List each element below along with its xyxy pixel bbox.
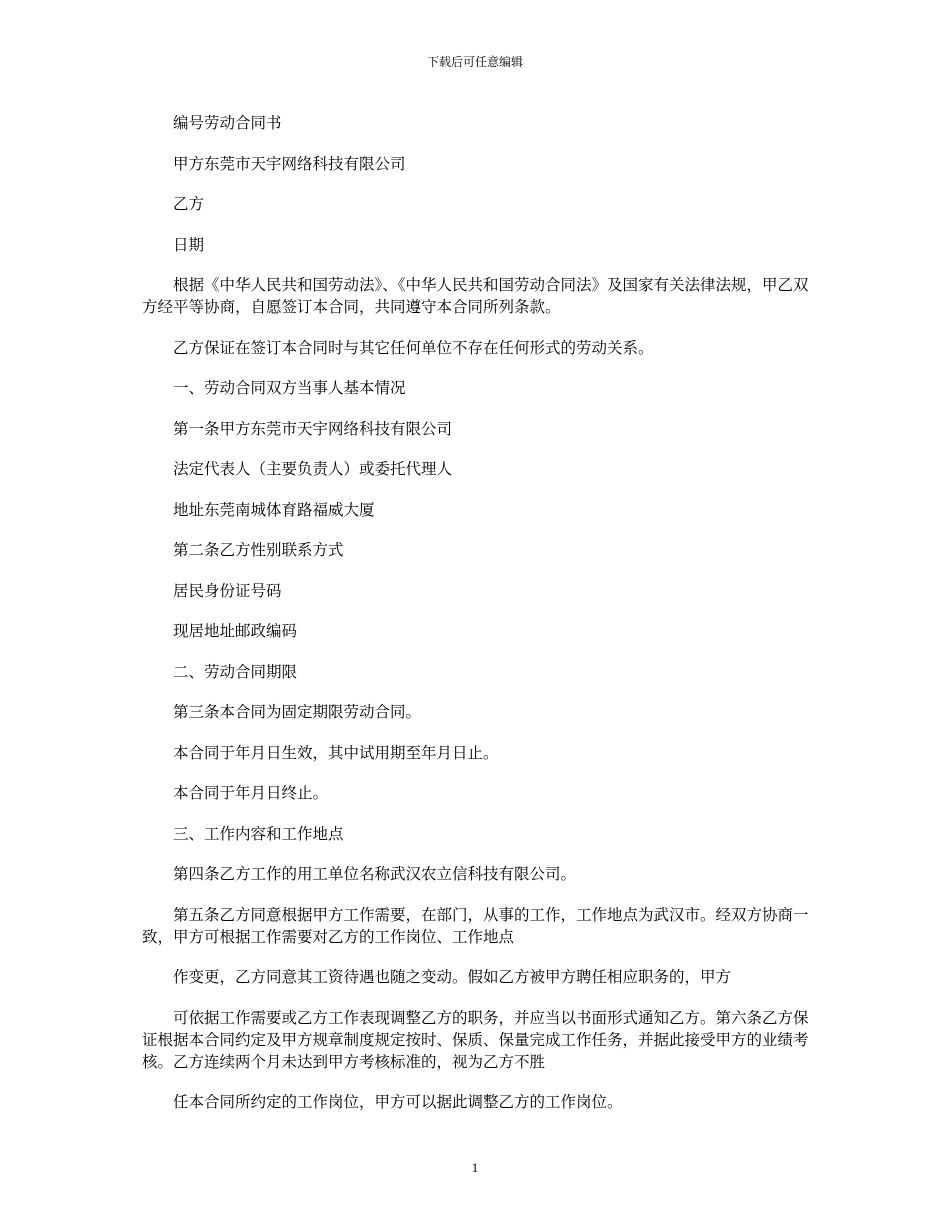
date-line: 日期 <box>173 235 205 254</box>
article-2: 第二条乙方性别联系方式 <box>173 541 344 559</box>
article-3: 第三条本合同为固定期限劳动合同。 <box>173 703 422 721</box>
page-header: 下载后可任意编辑 <box>426 55 523 69</box>
article-6-continued: 任本合同所约定的工作岗位，甲方可以据此调整乙方的工作岗位。 <box>173 1093 623 1111</box>
article-5-continued: 作变更，乙方同意其工资待遇也随之变动。假如乙方被甲方聘任相应职务的，甲方 <box>173 968 732 986</box>
legal-representative-line: 法定代表人（主要负责人）或委托代理人 <box>173 460 453 478</box>
section-heading-1: 一、劳动合同双方当事人基本情况 <box>173 379 406 397</box>
termination-date-line: 本合同于年月日终止。 <box>173 784 329 802</box>
guarantee-paragraph: 乙方保证在签订本合同时与其它任何单位不存在任何形式的劳动关系。 <box>173 338 654 357</box>
id-number-line: 居民身份证号码 <box>173 581 282 600</box>
preamble-paragraph: 根据《中华人民共和国劳动法》、《中华人民共和国劳动合同法》及国家有关法律法规，甲乙双方经平等协商，自愿签订本合同，共同遵守本合同所列条款。 <box>142 276 809 316</box>
effective-date-line: 本合同于年月日生效，其中试用期至年月日止。 <box>173 743 499 762</box>
section-heading-3: 三、工作内容和工作地点 <box>173 824 344 843</box>
section-heading-2: 二、劳动合同期限 <box>173 662 298 681</box>
current-address-line: 现居地址邮政编码 <box>173 622 298 640</box>
article-1: 第一条甲方东莞市天宇网络科技有限公司 <box>173 419 453 438</box>
article-5: 第五条乙方同意根据甲方工作需要，在部门，从事的工作，工作地点为武汉市。经双方协商一致，甲方可根据工作需要对乙方的工作岗位、工作地点 <box>142 905 809 946</box>
party-a: 甲方东莞市天宇网络科技有限公司 <box>173 154 406 173</box>
contract-title: 编号劳动合同书 <box>173 114 282 132</box>
document-body <box>142 112 812 1132</box>
article-4: 第四条乙方工作的用工单位名称武汉农立信科技有限公司。 <box>173 865 577 883</box>
article-6: 可依据工作需要或乙方工作表现调整乙方的职务，并应当以书面形式通知乙方。第六条乙方保证根据本合同约定及甲方规章制度规定按时、保质、保量完成工作任务，并据此接受甲方的业绩考核。乙方连续两个月未达到甲方考核标准的，视为乙方不胜 <box>142 1008 809 1071</box>
page-number: 1 <box>471 1160 479 1175</box>
address-line: 地址东莞南城体育路福威大厦 <box>173 500 375 519</box>
party-b: 乙方 <box>173 195 205 213</box>
